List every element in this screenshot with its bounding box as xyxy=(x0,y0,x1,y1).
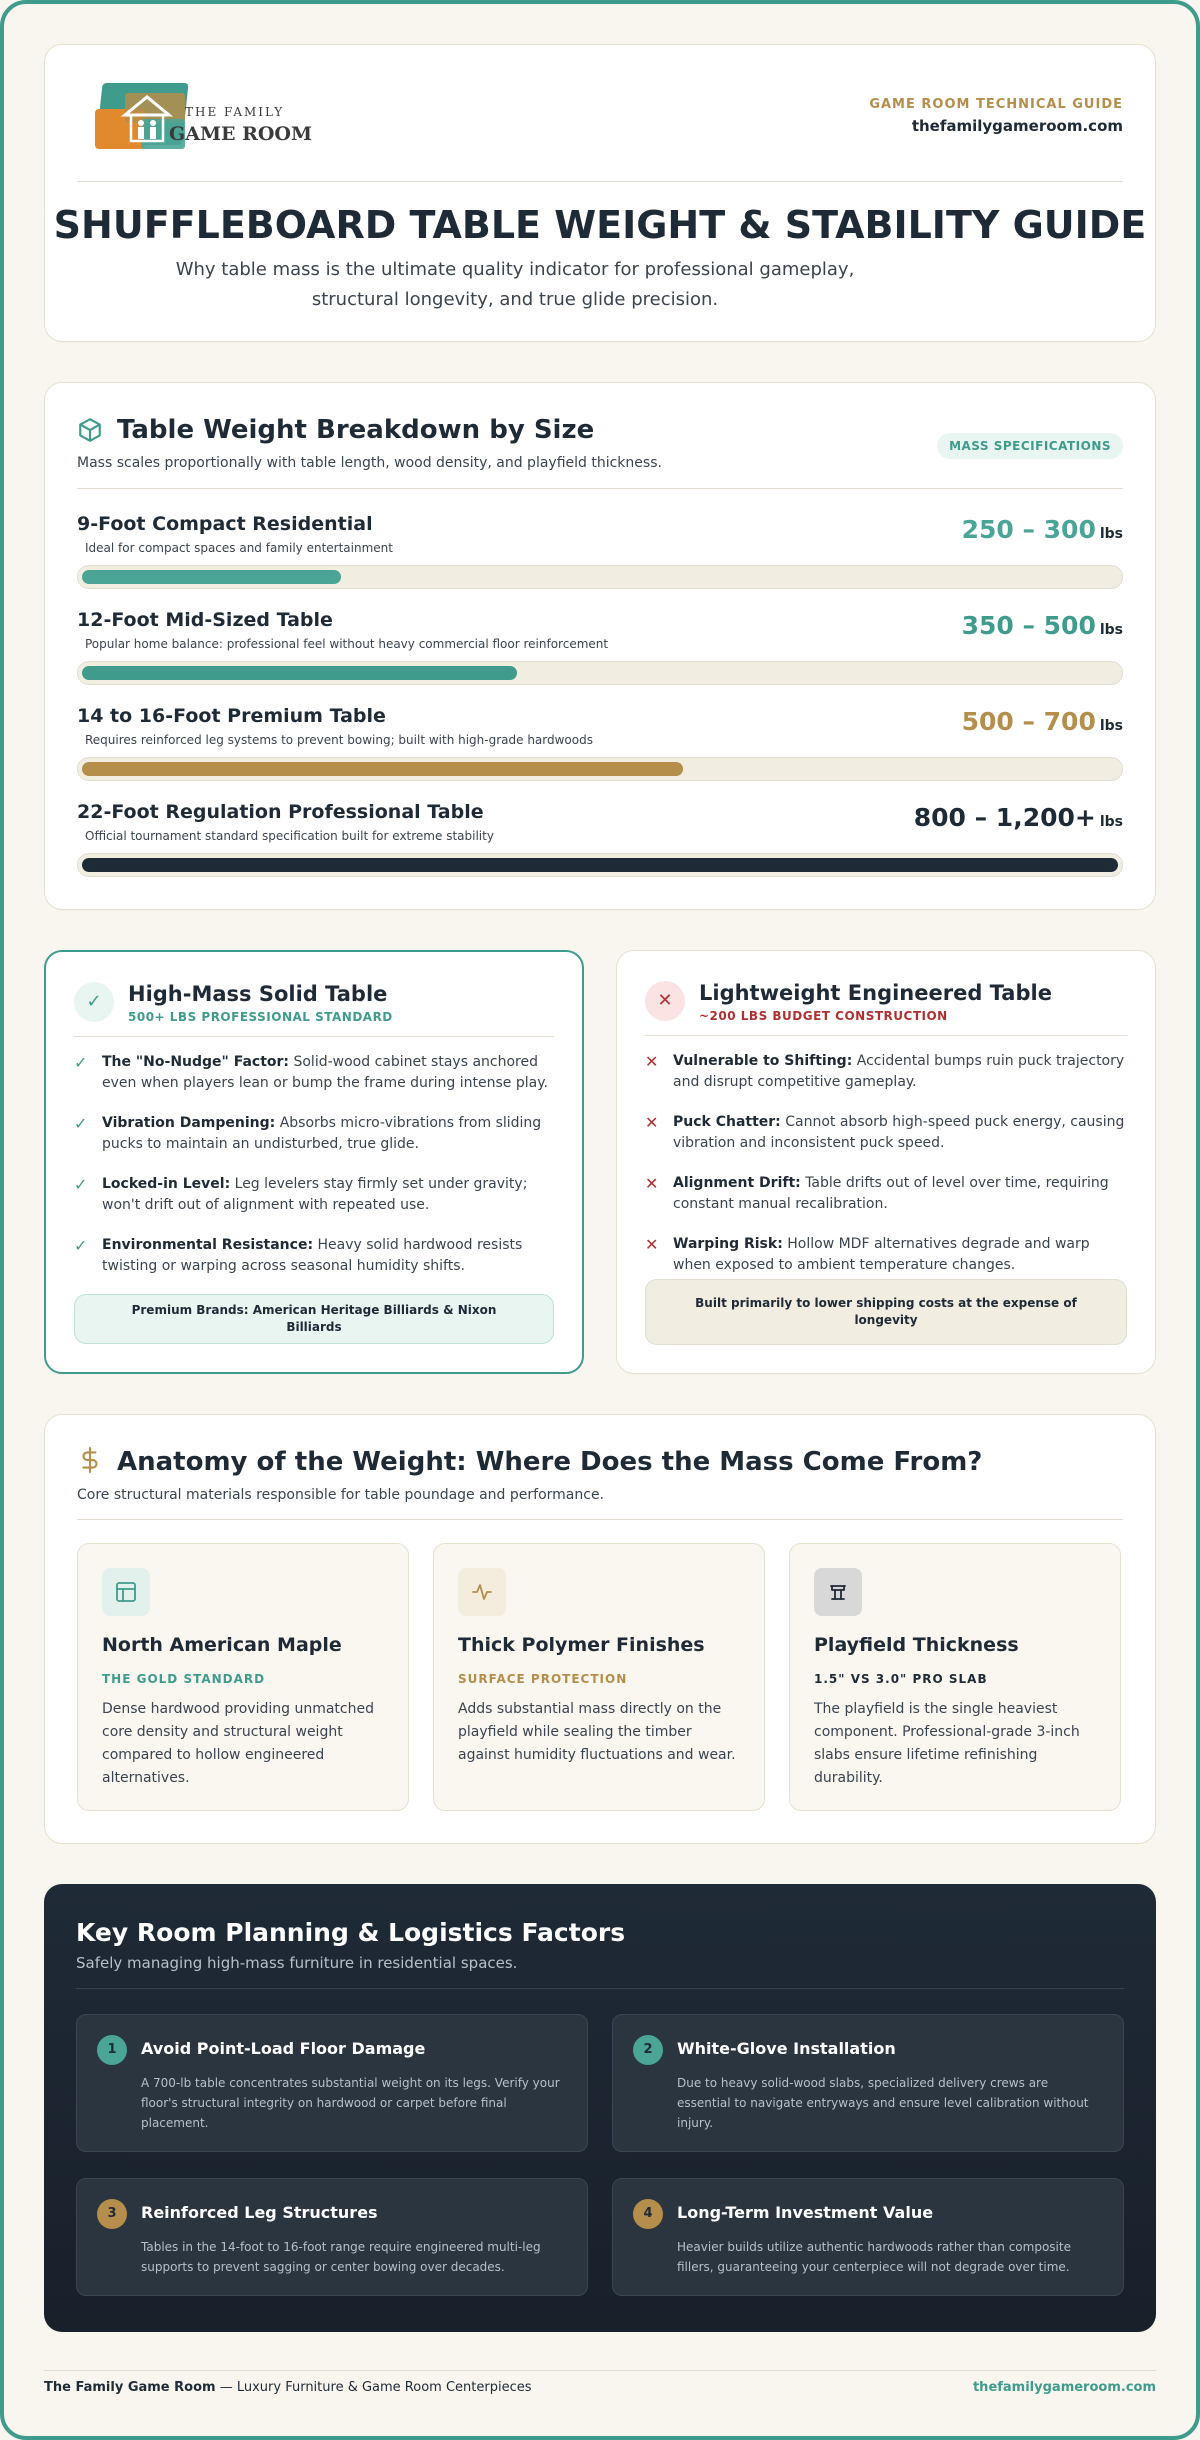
weight-bar-fill xyxy=(82,858,1118,872)
footer-divider xyxy=(44,2370,1156,2371)
weight-bar-track xyxy=(77,757,1123,781)
header-site-link[interactable]: thefamilygameroom.com xyxy=(911,117,1123,135)
factor-description: Tables in the 14-foot to 16-foot range require engineered multi-leg supports to prevent sagging or center bowing over decades. xyxy=(141,2240,541,2274)
weight-range-value: 800 – 1,200+ xyxy=(913,803,1096,832)
activity-icon xyxy=(458,1568,506,1616)
x-icon: ✕ xyxy=(645,981,685,1021)
factor-description: A 700-lb table concentrates substantial weight on its legs. Verify your floor's structural integrity on hardwood or carpet before final placement. xyxy=(141,2076,560,2130)
weight-range xyxy=(962,515,1123,544)
weight-row-description: Requires reinforced leg systems to prevent bowing; built with high-grade hardwoods xyxy=(85,733,593,747)
weight-row-name: 12-Foot Mid-Sized Table xyxy=(77,609,333,631)
weight-unit: lbs xyxy=(1099,814,1123,830)
logo-text-line2: GAME ROOM xyxy=(169,123,313,145)
footer-brand xyxy=(44,2380,532,2395)
factor-title: Long-Term Investment Value xyxy=(677,2203,934,2222)
weight-range-value: 500 – 700 xyxy=(961,707,1096,736)
footer-tagline: — Luxury Furniture & Game Room Centerpieces xyxy=(215,2380,532,2395)
weight-row-description: Popular home balance: professional feel without heavy commercial floor reinforcement xyxy=(85,637,609,651)
benefit-item xyxy=(74,1052,554,1094)
dollar-icon xyxy=(77,1447,103,1473)
item-text: Accidental bumps ruin puck trajectory and disrupt competitive gameplay. xyxy=(673,1053,1125,1090)
material-card xyxy=(433,1543,765,1811)
material-description: The playfield is the single heaviest component. Professional-grade 3-inch slabs ensure lifetime refinishing durability. xyxy=(814,1701,1080,1786)
x-icon: ✕ xyxy=(645,1052,659,1071)
drawback-item xyxy=(645,1173,1127,1215)
item-text: Cannot absorb high-speed puck energy, causing vibration and inconsistent puck speed. xyxy=(673,1114,1125,1151)
benefit-list xyxy=(74,1052,554,1296)
section-title: Key Room Planning & Logistics Factors xyxy=(76,1918,626,1947)
weight-row xyxy=(77,801,1123,881)
lightweight-table-card xyxy=(616,950,1156,1374)
item-lead: Vibration Dampening: xyxy=(102,1115,276,1131)
weight-range xyxy=(914,803,1123,832)
weight-row-name: 9-Foot Compact Residential xyxy=(77,513,373,535)
cube-icon xyxy=(77,417,103,443)
weight-bar-track xyxy=(77,661,1123,685)
step-number-badge: 4 xyxy=(633,2199,663,2229)
weight-breakdown-card xyxy=(44,382,1156,910)
footer-brand-name: The Family Game Room xyxy=(44,2380,216,2395)
item-text: Hollow MDF alternatives degrade and warp when exposed to ambient temperature changes. xyxy=(673,1236,1090,1273)
check-icon: ✓ xyxy=(74,1053,88,1072)
drawback-item xyxy=(645,1112,1127,1154)
divider xyxy=(77,181,1123,182)
budget-note: Built primarily to lower shipping costs at the expense of longevity xyxy=(645,1279,1127,1345)
drawback-item xyxy=(645,1234,1127,1276)
factor-title: White-Glove Installation xyxy=(677,2039,896,2058)
weight-range xyxy=(962,707,1123,736)
layout-icon xyxy=(102,1568,150,1616)
item-text: Heavy solid hardwood resists twisting or warping across seasonal humidity shifts. xyxy=(102,1237,523,1274)
weight-row-description: Official tournament standard specification built for extreme stability xyxy=(85,829,494,843)
check-icon: ✓ xyxy=(74,982,114,1022)
card-kicker: ~200 LBS BUDGET CONSTRUCTION xyxy=(699,1009,948,1023)
brand-logo[interactable] xyxy=(85,79,315,159)
divider xyxy=(76,1988,1124,1989)
factor-title: Reinforced Leg Structures xyxy=(141,2203,378,2222)
premium-brands-note: Premium Brands: American Heritage Billiards & Nixon Billiards xyxy=(74,1294,554,1344)
logistics-factor-card xyxy=(612,2178,1124,2296)
weight-row xyxy=(77,609,1123,689)
weight-range xyxy=(962,611,1123,640)
factor-description: Due to heavy solid-wood slabs, specialized delivery crews are essential to navigate entryways and ensure level calibration without injury. xyxy=(677,2076,1089,2130)
item-lead: Warping Risk: xyxy=(673,1236,783,1252)
logo-text-line1: THE FAMILY xyxy=(185,105,285,119)
section-description: Mass scales proportionally with table length, wood density, and playfield thickness. xyxy=(77,455,662,471)
item-lead: Vulnerable to Shifting: xyxy=(673,1053,853,1069)
weight-bar-track xyxy=(77,565,1123,589)
material-kicker: SURFACE PROTECTION xyxy=(458,1672,628,1686)
anatomy-card xyxy=(44,1414,1156,1844)
logistics-factor-card xyxy=(76,2178,588,2296)
weight-range-value: 350 – 500 xyxy=(961,611,1096,640)
factor-description: Heavier builds utilize authentic hardwoods rather than composite fillers, guaranteeing your centerpiece will not degrade over time. xyxy=(677,2240,1071,2274)
weight-row-description: Ideal for compact spaces and family entertainment xyxy=(85,541,393,555)
divider xyxy=(77,1519,1123,1520)
section-title: Table Weight Breakdown by Size xyxy=(117,415,595,445)
divider xyxy=(645,1035,1127,1036)
material-title: Playfield Thickness xyxy=(814,1634,1019,1656)
card-title: Lightweight Engineered Table xyxy=(699,981,1052,1005)
item-text: Solid-wood cabinet stays anchored even when players lean or bump the frame during intense play. xyxy=(102,1054,548,1091)
item-lead: Locked-in Level: xyxy=(102,1176,231,1192)
weight-row-name: 14 to 16-Foot Premium Table xyxy=(77,705,386,727)
page-subtitle: Why table mass is the ultimate quality indicator for professional gameplay, structural longevity, and true glide precision. xyxy=(175,259,855,310)
x-icon: ✕ xyxy=(645,1174,659,1193)
card-kicker: 500+ LBS PROFESSIONAL STANDARD xyxy=(128,1010,393,1024)
material-card xyxy=(789,1543,1121,1811)
high-mass-table-card xyxy=(44,950,584,1374)
logistics-factor-card xyxy=(612,2014,1124,2152)
benefit-item xyxy=(74,1235,554,1277)
weight-unit: lbs xyxy=(1099,526,1123,542)
weight-bar-fill xyxy=(82,570,341,584)
material-kicker: THE GOLD STANDARD xyxy=(102,1672,266,1686)
table-icon xyxy=(814,1568,862,1616)
step-number-badge: 2 xyxy=(633,2035,663,2065)
header-kicker: GAME ROOM TECHNICAL GUIDE xyxy=(869,97,1123,112)
page-title: SHUFFLEBOARD TABLE WEIGHT & STABILITY GUIDE xyxy=(53,203,1147,247)
material-title: North American Maple xyxy=(102,1634,342,1656)
section-title: Anatomy of the Weight: Where Does the Mass Come From? xyxy=(117,1447,983,1477)
item-lead: Environmental Resistance: xyxy=(102,1237,314,1253)
card-title: High-Mass Solid Table xyxy=(128,982,388,1006)
step-number-badge: 1 xyxy=(97,2035,127,2065)
weight-row xyxy=(77,705,1123,785)
logistics-factor-card xyxy=(76,2014,588,2152)
divider xyxy=(74,1036,554,1037)
material-description: Adds substantial mass directly on the playfield while sealing the timber against humidity fluctuations and wear. xyxy=(458,1701,736,1763)
item-text: Table drifts out of level over time, requiring constant manual recalibration. xyxy=(673,1175,1109,1212)
item-lead: The "No-Nudge" Factor: xyxy=(102,1054,290,1070)
material-title: Thick Polymer Finishes xyxy=(458,1634,705,1656)
benefit-item xyxy=(74,1174,554,1216)
logistics-panel xyxy=(44,1884,1156,2332)
drawback-list xyxy=(645,1051,1127,1295)
material-kicker: 1.5" VS 3.0" PRO SLAB xyxy=(814,1672,988,1686)
weight-range-value: 250 – 300 xyxy=(961,515,1096,544)
weight-unit: lbs xyxy=(1099,718,1123,734)
weight-row xyxy=(77,513,1123,593)
weight-unit: lbs xyxy=(1099,622,1123,638)
step-number-badge: 3 xyxy=(97,2199,127,2229)
footer-site-link[interactable]: thefamilygameroom.com xyxy=(972,2380,1156,2395)
drawback-item xyxy=(645,1051,1127,1093)
weight-bar-track xyxy=(77,853,1123,877)
mass-specifications-badge: MASS SPECIFICATIONS xyxy=(937,433,1123,459)
factor-title: Avoid Point-Load Floor Damage xyxy=(141,2039,426,2058)
material-card xyxy=(77,1543,409,1811)
check-icon: ✓ xyxy=(74,1236,88,1255)
item-lead: Puck Chatter: xyxy=(673,1114,781,1130)
check-icon: ✓ xyxy=(74,1175,88,1194)
material-description: Dense hardwood providing unmatched core density and structural weight compared to hollow engineered alternatives. xyxy=(102,1701,374,1786)
weight-row-name: 22-Foot Regulation Professional Table xyxy=(77,801,484,823)
weight-bar-fill xyxy=(82,762,683,776)
item-lead: Alignment Drift: xyxy=(673,1175,801,1191)
x-icon: ✕ xyxy=(645,1235,659,1254)
divider xyxy=(77,488,1123,489)
check-icon: ✓ xyxy=(74,1114,88,1133)
benefit-item xyxy=(74,1113,554,1155)
x-icon: ✕ xyxy=(645,1113,659,1132)
item-text: Absorbs micro-vibrations from sliding pucks to maintain an undisturbed, true glide. xyxy=(102,1115,542,1152)
weight-bar-fill xyxy=(82,666,517,680)
section-description: Core structural materials responsible for table poundage and performance. xyxy=(77,1487,605,1503)
section-subtitle: Safely managing high-mass furniture in residential spaces. xyxy=(76,1954,518,1972)
item-text: Leg levelers stay firmly set under gravity; won't drift out of alignment with repeated use. xyxy=(102,1176,528,1213)
header-card xyxy=(44,44,1156,342)
